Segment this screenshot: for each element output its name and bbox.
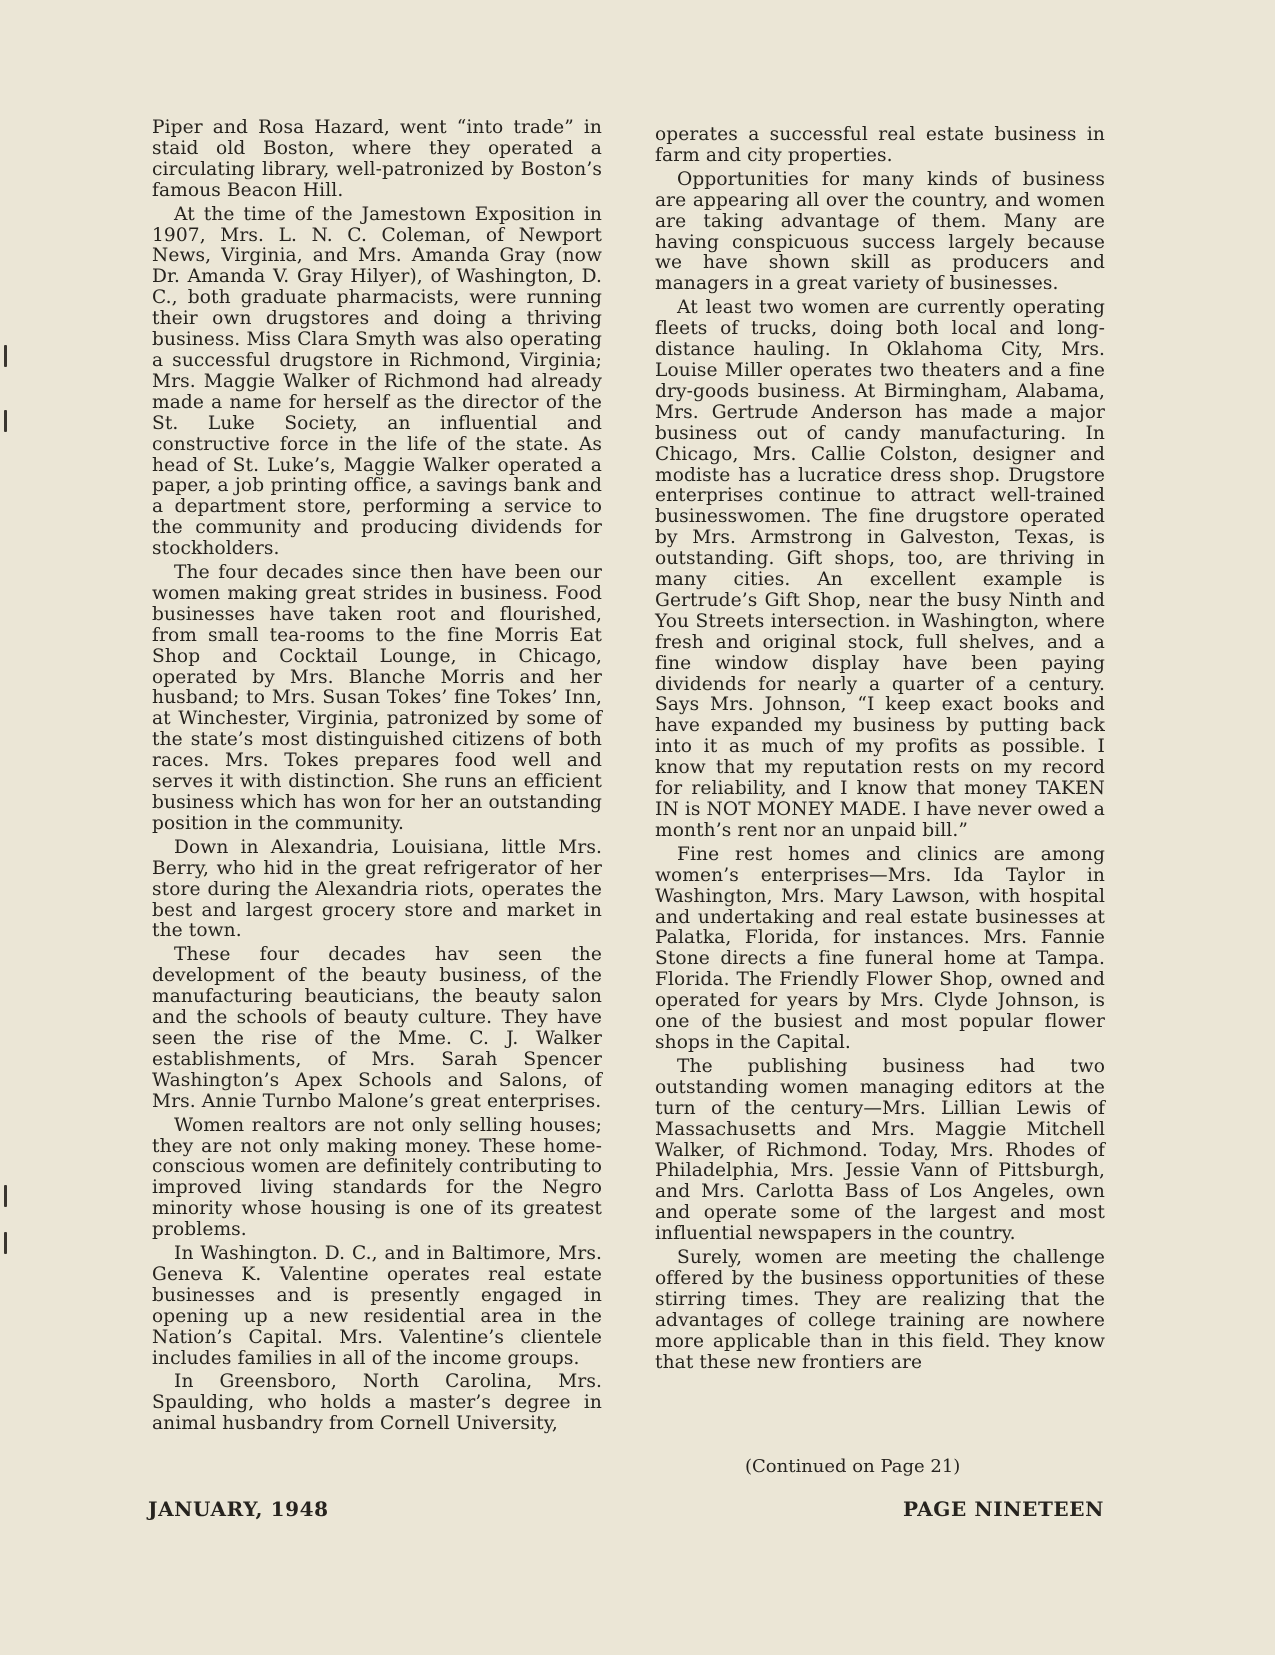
footer-date: JANUARY, 1948 (148, 1497, 329, 1521)
binding-mark (4, 345, 7, 367)
paragraph: The publishing business had two outstanding women managing editors at the turn of the century—Mrs. Lillian Lewis of Massachusetts and Mrs. Maggie Mitchell Walker, of Richmond. Today, Mrs. Rhodes of Philadelphia, Mrs. Jessie Vann of Pittsburgh, and Mrs. Carlotta Bass of Los Angeles, own and operate some of the largest and most influential newspapers in the country. (655, 1055, 1105, 1245)
paragraph: In Washington. D. C., and in Baltimore, Mrs. Geneva K. Valentine operates real estate businesses and is presently engaged in opening up a new residential area in the Nation’s Capital. Mrs. Valentine’s clientele includes families in all of the income groups. (152, 1243, 602, 1369)
paragraph: Fine rest homes and clinics are among women’s enterprises—Mrs. Ida Taylor in Washington, Mrs. Mary Lawson, with hospital and undertaking and real estate businesses at Palatka, Florida, for instances. Mrs. Fannie Stone directs a fine funeral home at Tampa. Florida. The Friendly Flower Shop, owned and operated for years by Mrs. Clyde Johnson, is one of the busiest and most popular flower shops in the Capital. (655, 843, 1105, 1053)
binding-mark (4, 1185, 7, 1207)
paragraph: Piper and Rosa Hazard, went “into trade” in staid old Boston, where they operated a circulating library, well-patronized by Boston’s famous Beacon Hill. (152, 117, 602, 201)
binding-mark (4, 410, 7, 432)
paragraph: Down in Alexandria, Louisiana, little Mrs. Berry, who hid in the great refrigerator of her store during the Alexandria riots, operates the best and largest grocery store and market in the town. (152, 836, 602, 942)
paragraph: Opportunities for many kinds of business are appearing all over the country, and women are taking advantage of them. Many are having conspicuous success largely because we have shown skill as producers and managers in a great variety of businesses. (655, 168, 1105, 295)
paragraph: Women realtors are not only selling houses; they are not only making money. These home-conscious women are definitely contributing to improved living standards for the Negro minority whose housing is one of its greatest problems. (152, 1114, 602, 1241)
paragraph: At least two women are currently operating fleets of trucks, doing both local and long-distance hauling. In Oklahoma City, Mrs. Louise Miller operates two theaters and a fine dry-goods business. At Birmingham, Alabama, Mrs. Gertrude Anderson has made a major business out of candy manufacturing. In Chicago, Mrs. Callie Colston, designer and modiste has a lucratice dress shop. Drugstore enterprises continue to attract well-trained businesswomen. The fine drugstore operated by Mrs. Armstrong in Galveston, Texas, is outstanding. Gift shops, too, are thriving in many cities. An excellent example is Gertrude’s Gift Shop, near the busy Ninth and You Streets intersection. in Washington, where fresh and original stock, full shelves, and a fine window display have been paying dividends for nearly a quarter of a century. Says Mrs. Johnson, “I keep exact books and have expanded my business by putting back into it as much of my profits as possible. I know that my reputation rests on my record for reliability, and I know that money TAKEN IN is NOT MONEY MADE. I have never owed a month’s rent nor an unpaid bill.” (655, 297, 1105, 841)
paragraph: At the time of the Jamestown Exposition in 1907, Mrs. L. N. C. Coleman, of Newport News, Virginia, and Mrs. Amanda Gray (now Dr. Amanda V. Gray Hilyer), of Washington, D. C., both graduate pharmacists, were running their own drugstores and doing a thriving business. Miss Clara Smyth was also operating a successful drugstore in Richmond, Virginia; Mrs. Maggie Walker of Richmond had already made a name for herself as the director of the St. Luke Society, an influential and constructive force in the life of the state. As head of St. Luke’s, Maggie Walker operated a paper, a job printing office, a savings bank and a department store, performing a service to the community and producing dividends for stockholders. (152, 203, 602, 560)
paragraph: Surely, women are meeting the challenge offered by the business opportunities of these stirring times. They are realizing that the advantages of college training are nowhere more applicable than in this field. They know that these new frontiers are (655, 1247, 1105, 1373)
binding-mark (4, 1232, 7, 1254)
paragraph: These four decades hav seen the development of the beauty business, of the manufacturing beauticians, the beauty salon and the schools of beauty culture. They have seen the rise of the Mme. C. J. Walker establishments, of Mrs. Sarah Spencer Washington’s Apex Schools and Salons, of Mrs. Annie Turnbo Malone’s great enterprises. (152, 944, 602, 1112)
continued-note: (Continued on Page 21) (745, 1456, 961, 1477)
left-column (152, 118, 602, 1438)
paragraph: operates a successful real estate business in farm and city properties. (655, 124, 1105, 166)
footer-page-number: PAGE NINETEEN (903, 1497, 1105, 1521)
paragraph: In Greensboro, North Carolina, Mrs. Spaulding, who holds a master’s degree in animal husbandry from Cornell University, (152, 1371, 602, 1435)
right-column (655, 125, 1105, 1376)
paragraph: The four decades since then have been our women making great strides in business. Food businesses have taken root and flourished, from small tea-rooms to the fine Morris Eat Shop and Cocktail Lounge, in Chicago, operated by Mrs. Blanche Morris and her husband; to Mrs. Susan Tokes’ fine Tokes’ Inn, at Winchester, Virginia, patronized by some of the state’s most distinguished citizens of both races. Mrs. Tokes prepares food well and serves it with distinction. She runs an efficient business which has won for her an outstanding position in the community. (152, 562, 602, 834)
